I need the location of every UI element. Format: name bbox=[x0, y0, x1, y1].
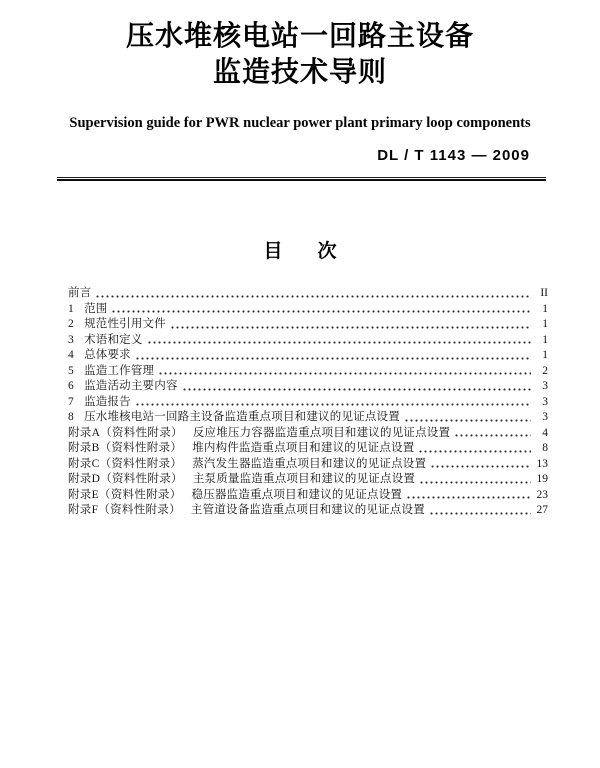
toc-entry-title: 监造活动主要内容 bbox=[84, 380, 178, 392]
toc-entry-page: 1 bbox=[542, 333, 548, 346]
toc-entry-title: 规范性引用文件 bbox=[84, 318, 166, 330]
toc-leader-dots bbox=[95, 286, 531, 302]
toc-entry-page: 27 bbox=[536, 504, 548, 516]
toc-leader-dots bbox=[406, 488, 531, 504]
toc-entry-number: 附录E（资料性附录） bbox=[68, 488, 182, 501]
toc-entry-page: 3 bbox=[542, 411, 548, 423]
toc-entry-number: 6 bbox=[68, 380, 75, 392]
toc-leader-dots bbox=[182, 379, 531, 395]
toc-entry-number: 附录D（资料性附录） bbox=[68, 473, 183, 485]
toc-entry bbox=[68, 286, 548, 302]
toc-entry-number: 7 bbox=[68, 395, 75, 408]
toc-entry-title: 监造报告 bbox=[84, 395, 131, 408]
header-divider-rule bbox=[57, 177, 546, 181]
toc-entry-page: 1 bbox=[542, 318, 548, 330]
toc-entry bbox=[68, 333, 548, 349]
toc-heading: 目 次 bbox=[263, 241, 345, 262]
toc-entry-number: 附录F（资料性附录） bbox=[68, 504, 181, 516]
toc-entry-page: 19 bbox=[536, 473, 548, 485]
toc-entry-number: 3 bbox=[68, 333, 75, 346]
toc-leader-dots bbox=[429, 503, 531, 519]
toc-leader-dots bbox=[430, 457, 531, 473]
toc-entry-page: 1 bbox=[542, 349, 548, 361]
toc-entry-page: 8 bbox=[542, 442, 548, 454]
toc-leader-dots bbox=[170, 317, 531, 333]
toc-entry-title: 术语和定义 bbox=[84, 333, 143, 346]
toc-list bbox=[68, 286, 548, 519]
toc-entry bbox=[68, 488, 548, 504]
toc-entry-number: 1 bbox=[68, 302, 75, 315]
toc-leader-dots bbox=[135, 348, 531, 364]
toc-entry bbox=[68, 317, 548, 333]
toc-entry-page: 2 bbox=[542, 364, 548, 377]
toc-leader-dots bbox=[454, 426, 531, 442]
document-title-zh-line2: 监造技术导则 bbox=[212, 56, 387, 87]
toc-entry-title: 稳压器监造重点项目和建议的见证点设置 bbox=[191, 488, 403, 501]
toc-entry-title: 主泵质量监造重点项目和建议的见证点设置 bbox=[192, 473, 416, 485]
toc-entry-title: 主管道设备监造重点项目和建议的见证点设置 bbox=[190, 504, 425, 516]
toc-entry-page: 1 bbox=[542, 302, 548, 315]
toc-entry-page: 4 bbox=[542, 426, 548, 439]
toc-leader-dots bbox=[419, 472, 531, 488]
toc-entry bbox=[68, 302, 548, 318]
toc-entry-number: 8 bbox=[68, 411, 75, 423]
toc-entry-title: 蒸汽发生器监造重点项目和建议的见证点设置 bbox=[192, 457, 427, 470]
toc-entry bbox=[68, 426, 548, 442]
toc-entry-title: 总体要求 bbox=[84, 349, 131, 361]
toc-entry-number: 2 bbox=[68, 318, 75, 330]
toc-entry bbox=[68, 395, 548, 411]
toc-entry bbox=[68, 503, 548, 519]
toc-entry bbox=[68, 441, 548, 457]
toc-entry-page: 23 bbox=[536, 488, 548, 501]
toc-entry-number: 5 bbox=[68, 364, 75, 377]
toc-entry-number: 附录A（资料性附录） bbox=[68, 426, 183, 439]
toc-entry-number: 附录B（资料性附录） bbox=[68, 442, 183, 454]
toc-leader-dots bbox=[418, 441, 531, 457]
toc-leader-dots bbox=[147, 333, 531, 349]
toc-entry bbox=[68, 364, 548, 380]
toc-entry bbox=[68, 457, 548, 473]
toc-entry-page: II bbox=[540, 287, 548, 299]
toc-entry bbox=[68, 379, 548, 395]
toc-entry-title: 监造工作管理 bbox=[84, 364, 155, 377]
toc-entry-page: 3 bbox=[542, 395, 548, 408]
toc-entry-title: 范围 bbox=[84, 302, 108, 315]
toc-leader-dots bbox=[111, 302, 531, 318]
toc-leader-dots bbox=[158, 364, 531, 380]
document-title-zh-line1: 压水堆核电站一回路主设备 bbox=[125, 20, 474, 51]
toc-entry-title: 压水堆核电站一回路主设备监造重点项目和建议的见证点设置 bbox=[84, 411, 400, 423]
toc-leader-dots bbox=[404, 410, 531, 426]
standard-number: DL / T 1143 — 2009 bbox=[377, 147, 530, 164]
document-title-en: Supervision guide for PWR nuclear power plant primary loop components bbox=[69, 115, 531, 131]
toc-entry-page: 13 bbox=[536, 457, 548, 470]
toc-entry-title: 前言 bbox=[68, 287, 92, 299]
toc-entry bbox=[68, 410, 548, 426]
toc-entry bbox=[68, 472, 548, 488]
toc-entry-title: 堆内构件监造重点项目和建议的见证点设置 bbox=[192, 442, 415, 454]
toc-leader-dots bbox=[135, 395, 531, 411]
toc-entry-number: 4 bbox=[68, 349, 75, 361]
toc-entry bbox=[68, 348, 548, 364]
toc-entry-number: 附录C（资料性附录） bbox=[68, 457, 183, 470]
toc-entry-page: 3 bbox=[542, 380, 548, 392]
toc-entry-title: 反应堆压力容器监造重点项目和建议的见证点设置 bbox=[192, 426, 451, 439]
